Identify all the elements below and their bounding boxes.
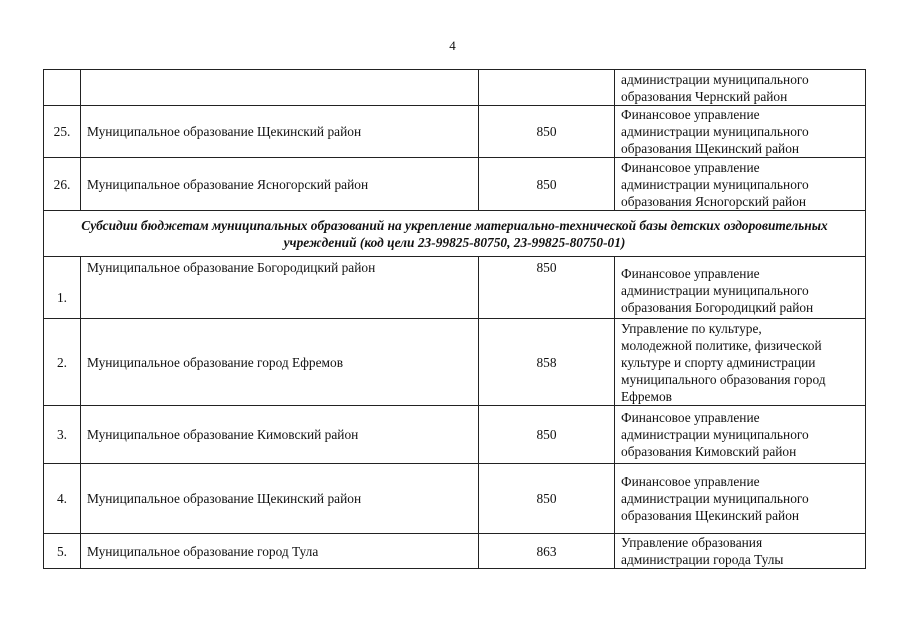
table-row	[44, 257, 866, 319]
municipality-name: Муниципальное образование Богородицкий район	[81, 257, 479, 319]
administrator: Управление образования администрации города Тулы	[615, 534, 866, 569]
administrator: Финансовое управление администрации муниципального образования Богородицкий район	[615, 257, 866, 319]
budget-code: 850	[479, 158, 615, 211]
administrator: Финансовое управление администрации муниципального образования Кимовский район	[615, 406, 866, 464]
page-number: 4	[449, 38, 456, 53]
budget-code: 850	[479, 257, 615, 319]
row-number: 5.	[44, 534, 81, 569]
municipality-name	[81, 70, 479, 106]
administrator: Финансовое управление администрации муниципального образования Щекинский район	[615, 464, 866, 534]
table-row	[44, 158, 866, 211]
table-row	[44, 70, 866, 106]
row-number: 2.	[44, 319, 81, 406]
municipality-name: Муниципальное образование город Тула	[81, 534, 479, 569]
municipality-name: Муниципальное образование город Ефремов	[81, 319, 479, 406]
table-row	[44, 106, 866, 158]
budget-code: 850	[479, 106, 615, 158]
row-number: 3.	[44, 406, 81, 464]
administrator: администрации муниципального образования Чернский район	[615, 70, 866, 106]
budget-code: 858	[479, 319, 615, 406]
budget-code	[479, 70, 615, 106]
administrator: Управление по культуре, молодежной политике, физической культуре и спорту администрации муниципального образования город Ефремов	[615, 319, 866, 406]
section-row	[44, 211, 866, 257]
row-number: 1.	[44, 257, 81, 319]
table-row	[44, 534, 866, 569]
municipality-name: Муниципальное образование Щекинский район	[81, 106, 479, 158]
budget-code: 850	[479, 406, 615, 464]
administrator: Финансовое управление администрации муниципального образования Щекинский район	[615, 106, 866, 158]
table-row	[44, 464, 866, 534]
row-number: 26.	[44, 158, 81, 211]
budget-table	[43, 69, 866, 569]
budget-code: 850	[479, 464, 615, 534]
row-number: 4.	[44, 464, 81, 534]
table-row	[44, 319, 866, 406]
row-number: 25.	[44, 106, 81, 158]
section-title: Субсидии бюджетам муниципальных образований на укрепление материально-технической базы детских оздоровительных учреждений (код цели 23-99825-80750, 23-99825-80750-01)	[44, 211, 866, 257]
municipality-name: Муниципальное образование Щекинский район	[81, 464, 479, 534]
budget-code: 863	[479, 534, 615, 569]
table-row	[44, 406, 866, 464]
administrator: Финансовое управление администрации муниципального образования Ясногорский район	[615, 158, 866, 211]
row-number	[44, 70, 81, 106]
municipality-name: Муниципальное образование Ясногорский район	[81, 158, 479, 211]
municipality-name: Муниципальное образование Кимовский район	[81, 406, 479, 464]
